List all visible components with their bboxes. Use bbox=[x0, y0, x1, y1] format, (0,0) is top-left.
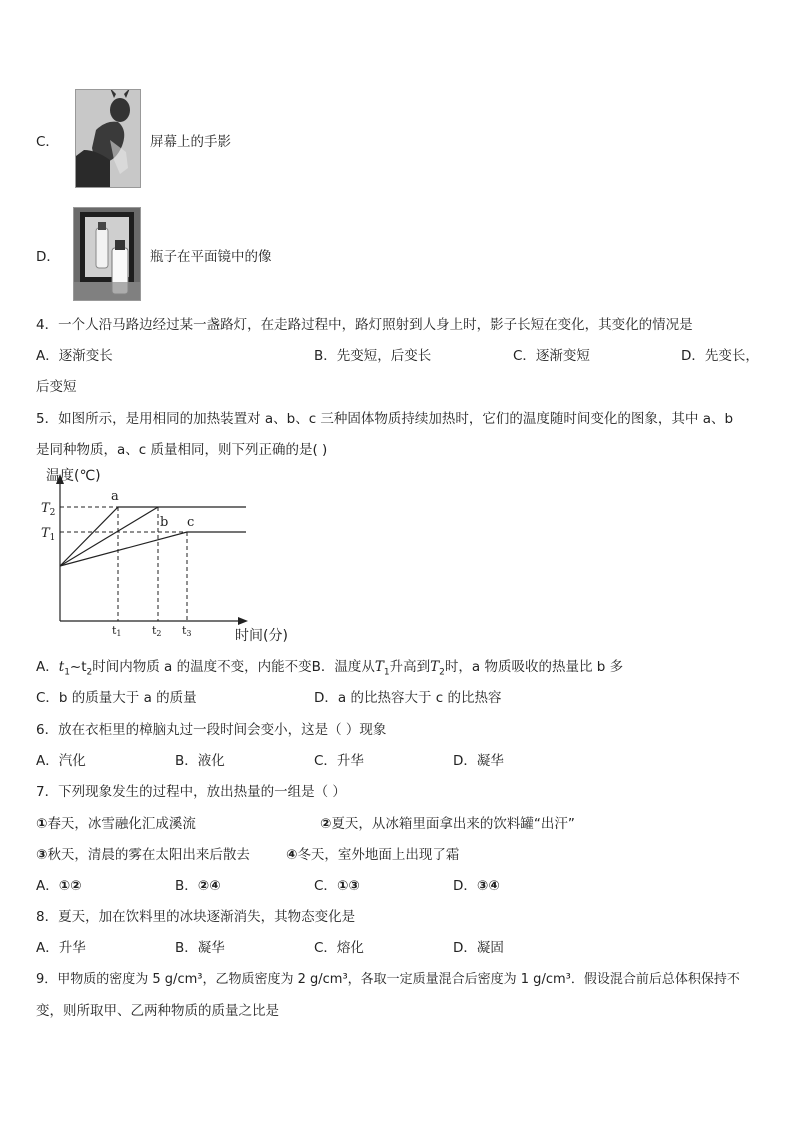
q7-item-1-text: 春天，冰雪融化汇成溪流 bbox=[47, 816, 196, 832]
q5-option-a-sub2: 2 bbox=[86, 667, 93, 678]
q3-option-c-caption: 屏幕上的手影 bbox=[150, 134, 231, 150]
q3-option-d-caption: 瓶子在平面镜中的像 bbox=[150, 249, 272, 265]
q8-option-c: C．熔化 bbox=[314, 940, 364, 956]
q5-option-a-text: 时间内物质 a 的温度不变，内能不变 bbox=[92, 659, 312, 675]
q7-option-b-letter: B． bbox=[175, 878, 198, 894]
q9-line2: 变，则所取甲、乙两种物质的质量之比是 bbox=[36, 1003, 279, 1019]
q7-item-4 bbox=[286, 843, 459, 863]
q5-option-d: D．a 的比热容大于 c 的比热容 bbox=[314, 690, 502, 706]
q7-item-1 bbox=[36, 812, 196, 832]
series-a-label: a bbox=[111, 489, 119, 504]
q4-option-b: B．先变短，后变长 bbox=[314, 348, 432, 364]
q5-option-b-mid: 升高到 bbox=[389, 659, 431, 675]
q7-item-2-marker: ② bbox=[320, 816, 332, 832]
q3-option-d-letter: D． bbox=[36, 249, 60, 265]
q6-stem: 6．放在衣柜里的樟脑丸过一段时间会变小，这是（ ）现象 bbox=[36, 722, 387, 738]
x-axis-label: 时间(分) bbox=[235, 628, 288, 644]
q7-option-c-value: ①③ bbox=[336, 878, 360, 894]
q6-option-a: A．汽化 bbox=[36, 753, 86, 769]
y-tick-t2: $T_2$ bbox=[41, 501, 56, 518]
q5-option-b-text: 时，a 物质吸收的热量比 b 多 bbox=[444, 659, 624, 675]
q7-option-d-value: ③④ bbox=[476, 878, 500, 894]
q7-item-2 bbox=[320, 812, 575, 832]
q4-stem: 4．一个人沿马路边经过某一盏路灯，在走路过程中，路灯照射到人身上时，影子长短在变化，其变化的情况是 bbox=[36, 317, 693, 333]
q5-option-a-sub1: 1 bbox=[64, 667, 70, 678]
q7-item-4-marker: ④ bbox=[286, 847, 298, 863]
series-c-label: c bbox=[187, 515, 195, 530]
q6-option-d: D．凝华 bbox=[453, 753, 504, 769]
q5-option-c: C．b 的质量大于 a 的质量 bbox=[36, 690, 197, 706]
q5-option-a-prefix: A． bbox=[36, 659, 59, 675]
q7-option-a-letter: A． bbox=[36, 878, 59, 894]
q7-stem: 7．下列现象发生的过程中，放出热量的一组是（ ） bbox=[36, 784, 346, 800]
q4-option-d: D．先变长， bbox=[681, 348, 759, 364]
q4-option-a: A．逐渐变长 bbox=[36, 348, 113, 364]
q7-item-4-text: 冬天，室外地面上出现了霜 bbox=[297, 847, 460, 863]
q7-option-b bbox=[175, 874, 221, 894]
x-tick-t2: t2 bbox=[152, 624, 162, 638]
q5-stem-line2: 是同种物质，a、c 质量相同，则下列正确的是( ) bbox=[36, 442, 328, 458]
q8-option-a: A．升华 bbox=[36, 940, 86, 956]
q4-option-d-cont: 后变短 bbox=[36, 379, 77, 395]
x-axis-arrow bbox=[238, 617, 248, 625]
q5-option-b-T2: T bbox=[430, 659, 440, 675]
q5-option-b-sub1: 1 bbox=[383, 667, 390, 678]
q7-item-1-marker: ① bbox=[36, 816, 48, 832]
y-axis-label: 温度(℃) bbox=[46, 468, 101, 484]
q8-option-b: B．凝华 bbox=[175, 940, 225, 956]
q7-option-b-value: ②④ bbox=[197, 878, 221, 894]
q7-option-a bbox=[36, 874, 82, 894]
q5-stem-line1: 5．如图所示，是用相同的加热装置对 a、b、c 三种固体物质持续加热时，它们的温度随时间变化的图象，其中 a、b bbox=[36, 411, 734, 427]
q9-line1: 9．甲物质的密度为 5 g/cm³，乙物质密度为 2 g/cm³，各取一定质量混合后密度为 1 g/cm³．假设混合前后总体积保持不 bbox=[36, 972, 740, 987]
y-tick-t1: $T_1$ bbox=[41, 526, 56, 543]
q4-option-c: C．逐渐变短 bbox=[513, 348, 590, 364]
q7-item-3-text: 秋天，清晨的雾在太阳出来后散去 bbox=[47, 847, 250, 863]
q7-option-d-letter: D． bbox=[453, 878, 477, 894]
q5-option-a-t: t bbox=[58, 659, 65, 675]
q7-item-2-text: 夏天，从冰箱里面拿出来的饮料罐“出汗” bbox=[331, 816, 575, 832]
x-tick-t3: t3 bbox=[182, 624, 192, 638]
temperature-time-chart bbox=[30, 460, 320, 648]
q6-option-b: B．液化 bbox=[175, 753, 225, 769]
q7-item-3-marker: ③ bbox=[36, 847, 48, 863]
q5-option-a-and-b bbox=[36, 655, 623, 678]
bottle-mirror-image bbox=[74, 208, 140, 300]
series-b-label: b bbox=[160, 515, 169, 530]
q8-stem: 8．夏天，加在饮料里的冰块逐渐消失，其物态变化是 bbox=[36, 909, 356, 925]
q7-item-3 bbox=[36, 843, 250, 863]
q7-option-d bbox=[453, 874, 500, 894]
q7-option-a-value: ①② bbox=[58, 878, 82, 894]
q5-option-a-mid: ~t bbox=[69, 659, 87, 675]
q5-option-b-T1: T bbox=[374, 659, 384, 675]
hand-shadow-photo bbox=[75, 89, 141, 188]
q7-option-c-letter: C． bbox=[314, 878, 337, 894]
q3-option-c-letter: C． bbox=[36, 134, 59, 150]
hand-shadow-image bbox=[76, 90, 140, 187]
bottle-mirror-photo bbox=[73, 207, 141, 301]
q5-option-b-sub2: 2 bbox=[439, 667, 445, 678]
q6-option-c: C．升华 bbox=[314, 753, 364, 769]
q8-option-d: D．凝固 bbox=[453, 940, 504, 956]
q7-option-c bbox=[314, 874, 360, 894]
series-a-line bbox=[60, 507, 246, 566]
x-tick-t1: t1 bbox=[112, 624, 122, 638]
q5-option-b-prefix: B．温度从 bbox=[311, 659, 375, 675]
